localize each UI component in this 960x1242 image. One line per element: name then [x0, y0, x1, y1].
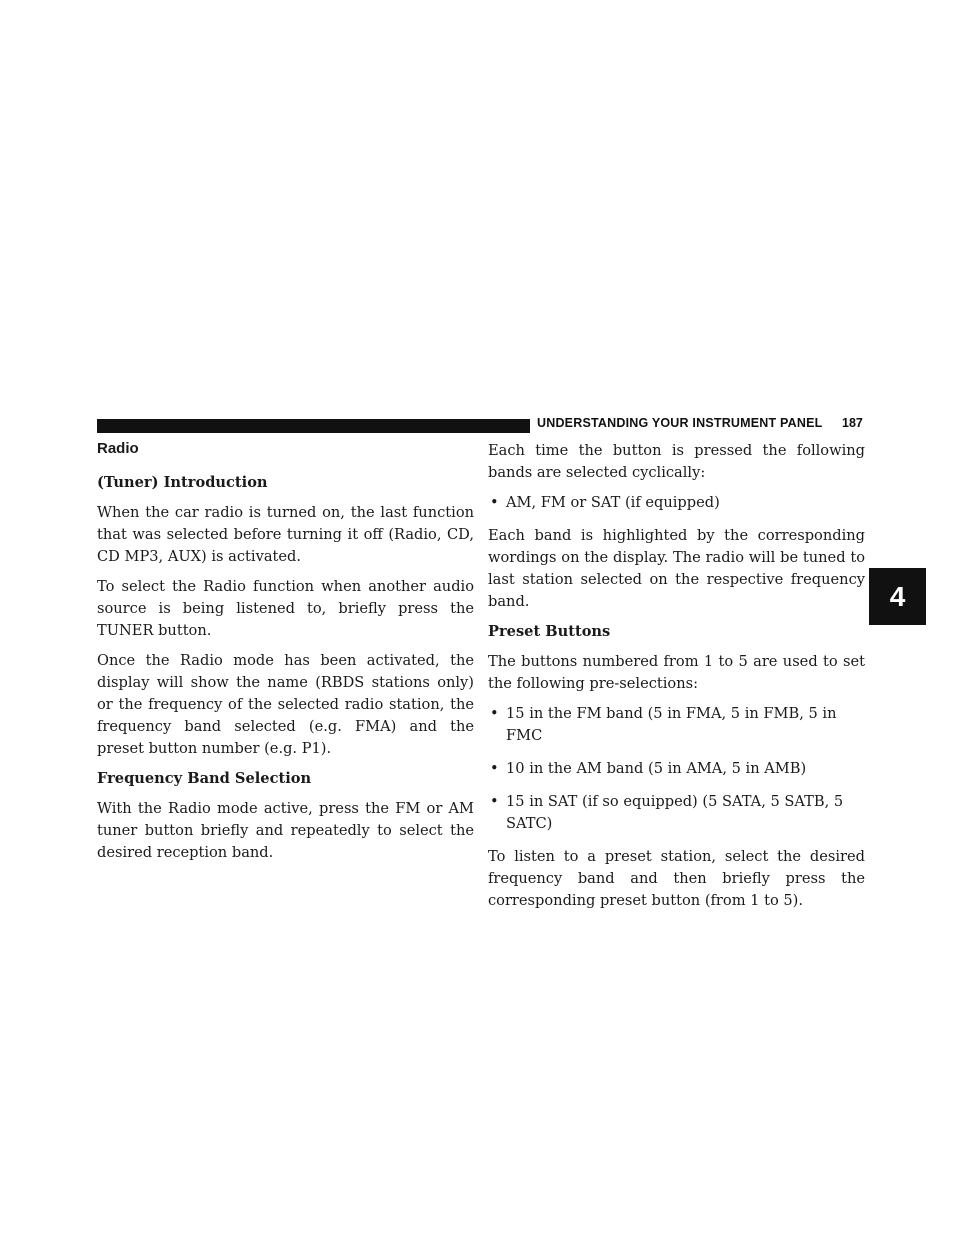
list-item: • AM, FM or SAT (if equipped)	[488, 492, 865, 514]
paragraph: The buttons numbered from 1 to 5 are used to set the following pre-selections:	[488, 653, 865, 692]
paragraph: To select the Radio function when another audio source is being listened to, briefly press the TUNER button.	[97, 578, 474, 639]
band-list	[488, 492, 865, 514]
subheading-preset-buttons: Preset Buttons	[488, 623, 611, 640]
preset-list	[488, 703, 865, 835]
paragraph: Once the Radio mode has been activated, the display will show the name (RBDS stations only) or the frequency of the selected radio station, the frequency band selected (e.g. FMA) and the preset button number (e.g. P1).	[97, 652, 474, 757]
list-item: • 10 in the AM band (5 in AMA, 5 in AMB)	[488, 758, 865, 780]
section-title: Radio	[97, 440, 139, 457]
subheading-tuner-introduction: (Tuner) Introduction	[97, 474, 268, 491]
page-number: 187	[842, 416, 863, 430]
list-item: • 15 in SAT (if so equipped) (5 SATA, 5 SATB, 5 SATC)	[488, 791, 865, 835]
paragraph: Each band is highlighted by the corresponding wordings on the display. The radio will be tuned to last station selected on the respective frequency band.	[488, 527, 865, 610]
subheading-frequency-band-selection: Frequency Band Selection	[97, 770, 312, 787]
left-column	[97, 438, 474, 872]
paragraph: To listen to a preset station, select the desired frequency band and then briefly press the corresponding preset button (from 1 to 5).	[488, 848, 865, 909]
paragraph: With the Radio mode active, press the FM or AM tuner button briefly and repeatedly to select the desired reception band.	[97, 800, 474, 861]
right-column	[488, 440, 865, 920]
chapter-tab: 4	[869, 568, 926, 625]
list-item: • 15 in the FM band (5 in FMA, 5 in FMB, 5 in FMC	[488, 703, 865, 747]
paragraph: Each time the button is pressed the following bands are selected cyclically:	[488, 442, 865, 481]
header-rule	[97, 419, 530, 433]
running-header-title: UNDERSTANDING YOUR INSTRUMENT PANEL	[537, 416, 823, 430]
paragraph: When the car radio is turned on, the last function that was selected before turning it off (Radio, CD, CD MP3, AUX) is activated.	[97, 504, 474, 565]
